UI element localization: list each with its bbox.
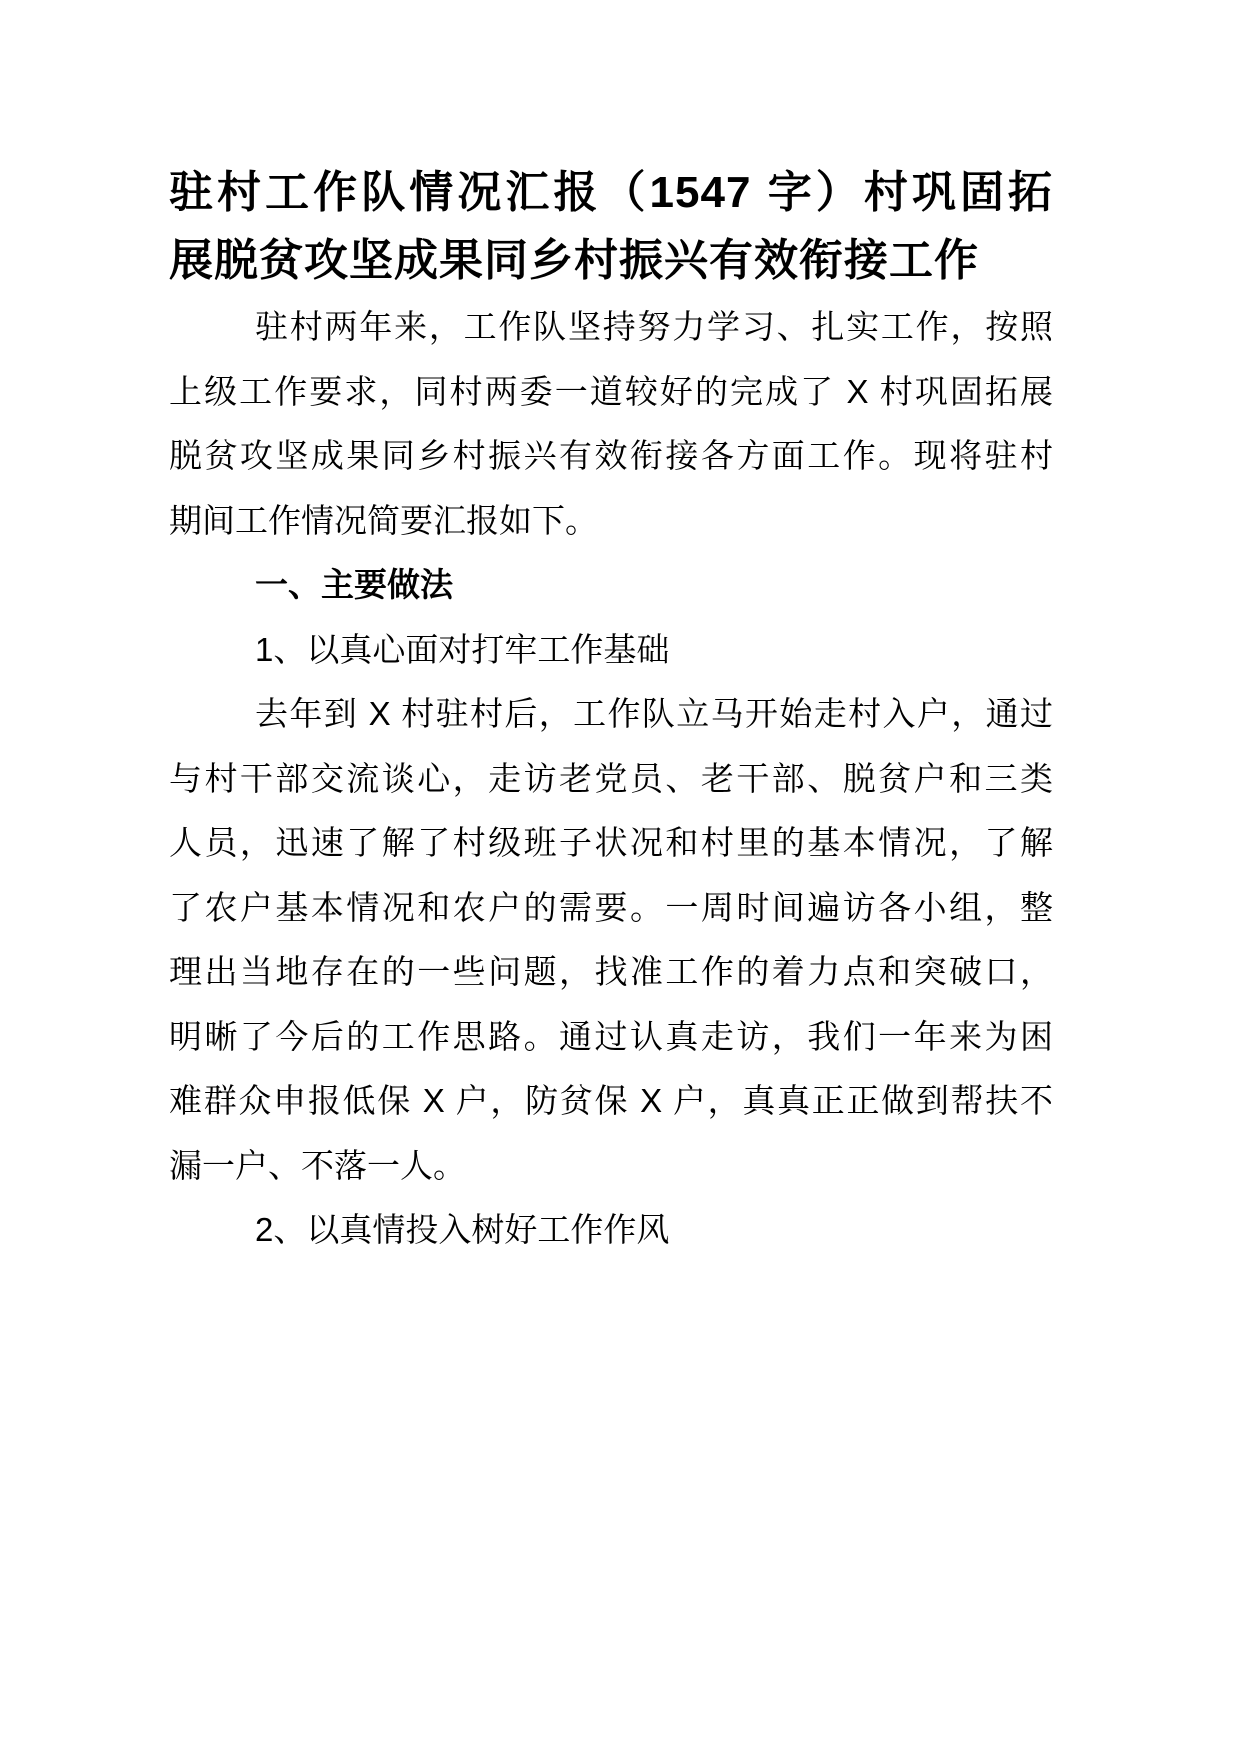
paragraph-line: 难群众申报低保 X 户，防贫保 X 户，真真正正做到帮扶不 (169, 1082, 1053, 1119)
paragraph-line: 人员，迅速了解了村级班子状况和村里的基本情况，了解 (169, 824, 1053, 861)
paragraph-line: 脱贫攻坚成果同乡村振兴有效衔接各方面工作。现将驻村 (169, 437, 1053, 474)
document-title (169, 159, 1053, 295)
document-body (169, 295, 1053, 1263)
paragraph-line: 期间工作情况简要汇报如下。 (169, 501, 598, 539)
paragraph-line: 明晰了今后的工作思路。通过认真走访，我们一年来为困 (169, 1017, 1053, 1055)
sub-section-heading: 1、以真心面对打牢工作基础 (255, 630, 670, 668)
paragraph-line: 漏一户、不落一人。 (169, 1146, 466, 1184)
paragraph-line: 驻村两年来，工作队坚持努力学习、扎实工作，按照 (255, 308, 1053, 345)
title-line: 展脱贫攻坚成果同乡村振兴有效衔接工作 (169, 236, 979, 285)
paragraph-line: 理出当地存在的一些问题，找准工作的着力点和突破口， (169, 953, 1053, 990)
section-heading: 一、主要做法 (255, 566, 453, 603)
paragraph-line: 去年到 X 村驻村后，工作队立马开始走村入户，通过 (255, 695, 1053, 732)
paragraph-line: 与村干部交流谈心，走访老党员、老干部、脱贫户和三类 (169, 759, 1053, 797)
title-line: 驻村工作队情况汇报（1547 字）村巩固拓 (169, 168, 1053, 217)
sub-section-heading: 2、以真情投入树好工作作风 (255, 1211, 670, 1248)
paragraph-line: 了农户基本情况和农户的需要。一周时间遍访各小组，整 (169, 888, 1053, 926)
paragraph-line: 上级工作要求，同村两委一道较好的完成了 X 村巩固拓展 (169, 372, 1053, 410)
